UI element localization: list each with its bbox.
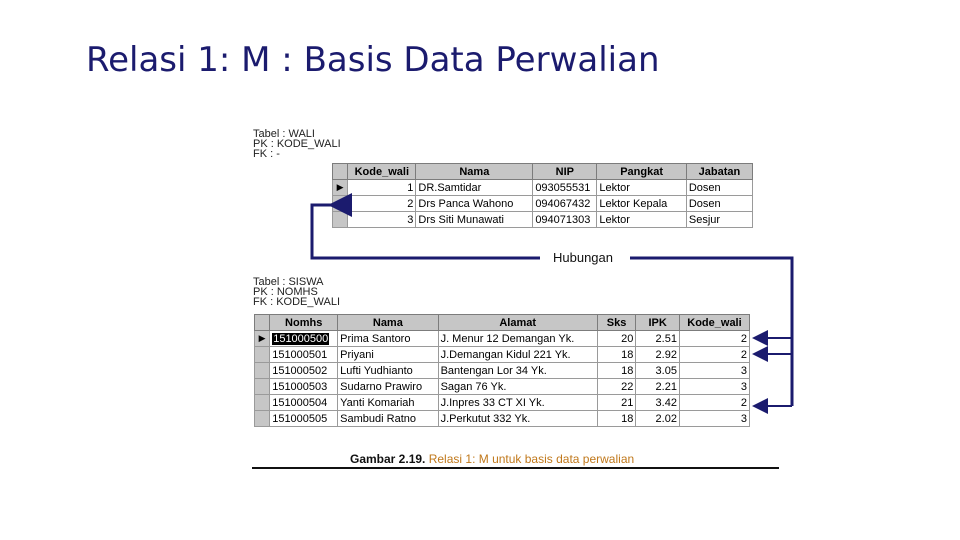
wali-col-nama[interactable]: Nama xyxy=(416,164,533,180)
caption-underline xyxy=(252,467,779,469)
cell[interactable]: Sudarno Prawiro xyxy=(338,379,438,395)
row-selector[interactable] xyxy=(255,363,270,379)
cell[interactable]: 094071303 xyxy=(533,212,597,228)
cell[interactable]: J.Demangan Kidul 221 Yk. xyxy=(438,347,597,363)
cell[interactable]: Dosen xyxy=(686,180,752,196)
cell[interactable]: Yanti Komariah xyxy=(338,395,438,411)
cell[interactable]: 151000501 xyxy=(270,347,338,363)
cell[interactable]: 3 xyxy=(679,411,749,427)
cell[interactable]: Bantengan Lor 34 Yk. xyxy=(438,363,597,379)
cell[interactable]: 151000504 xyxy=(270,395,338,411)
cell[interactable]: 2 xyxy=(679,331,749,347)
cell[interactable]: J.Perkutut 332 Yk. xyxy=(438,411,597,427)
cell[interactable]: 18 xyxy=(597,411,636,427)
figure-caption xyxy=(350,452,634,466)
siswa-col-sks[interactable]: Sks xyxy=(597,315,636,331)
table-row[interactable] xyxy=(255,363,750,379)
cell[interactable]: 151000503 xyxy=(270,379,338,395)
wali-col-kode[interactable]: Kode_wali xyxy=(348,164,416,180)
cell[interactable]: Sagan 76 Yk. xyxy=(438,379,597,395)
cell[interactable]: 2 xyxy=(679,395,749,411)
cell[interactable]: 3 xyxy=(679,379,749,395)
cell[interactable]: 2.92 xyxy=(636,347,680,363)
hubungan-label: Hubungan xyxy=(553,250,613,265)
siswa-fk: FK : KODE_WALI xyxy=(253,296,341,308)
slide-title: Relasi 1: M : Basis Data Perwalian xyxy=(86,40,660,80)
cell[interactable]: Dosen xyxy=(686,196,752,212)
caption-text: Relasi 1: M untuk basis data perwalian xyxy=(428,452,635,466)
cell[interactable]: 2.02 xyxy=(636,411,680,427)
cell[interactable]: 3.42 xyxy=(636,395,680,411)
row-selector[interactable] xyxy=(255,395,270,411)
cell[interactable]: Sesjur xyxy=(686,212,752,228)
row-pointer-icon[interactable]: ▶ xyxy=(255,331,270,347)
row-selector[interactable] xyxy=(255,411,270,427)
cell[interactable]: 2.21 xyxy=(636,379,680,395)
cell[interactable]: 094067432 xyxy=(533,196,597,212)
cell[interactable]: Drs Siti Munawati xyxy=(416,212,533,228)
cell[interactable]: Lufti Yudhianto xyxy=(338,363,438,379)
siswa-col-nomhs[interactable]: Nomhs xyxy=(270,315,338,331)
cell[interactable]: J. Menur 12 Demangan Yk. xyxy=(438,331,597,347)
table-row[interactable] xyxy=(255,395,750,411)
cell[interactable]: 151000502 xyxy=(270,363,338,379)
cell[interactable]: 2.51 xyxy=(636,331,680,347)
connector-line-from-wali xyxy=(312,205,540,258)
wali-pk: PK : KODE_WALI xyxy=(253,138,341,150)
cell[interactable]: 18 xyxy=(597,363,636,379)
siswa-col-alamat[interactable]: Alamat xyxy=(438,315,597,331)
row-selector[interactable] xyxy=(255,347,270,363)
cell[interactable]: Sambudi Ratno xyxy=(338,411,438,427)
cell[interactable]: 3 xyxy=(679,363,749,379)
cell[interactable]: 3 xyxy=(348,212,416,228)
cell[interactable]: DR.Samtidar xyxy=(416,180,533,196)
siswa-col-nama[interactable]: Nama xyxy=(338,315,438,331)
table-row[interactable] xyxy=(255,347,750,363)
cell[interactable]: J.Inpres 33 CT XI Yk. xyxy=(438,395,597,411)
cell[interactable]: 151000505 xyxy=(270,411,338,427)
wali-table-name: Tabel : WALI xyxy=(253,128,315,140)
cell[interactable]: 3.05 xyxy=(636,363,680,379)
cell[interactable]: Prima Santoro xyxy=(338,331,438,347)
table-row[interactable] xyxy=(255,411,750,427)
cell[interactable]: 2 xyxy=(348,196,416,212)
cell[interactable]: Drs Panca Wahono xyxy=(416,196,533,212)
cell[interactable]: Priyani xyxy=(338,347,438,363)
wali-fk: FK : - xyxy=(253,148,280,160)
row-selector-header xyxy=(255,315,270,331)
wali-col-pangkat[interactable]: Pangkat xyxy=(597,164,686,180)
table-row[interactable] xyxy=(255,331,750,347)
cell[interactable]: Lektor xyxy=(597,212,686,228)
cell[interactable]: 20 xyxy=(597,331,636,347)
siswa-col-ipk[interactable]: IPK xyxy=(636,315,680,331)
wali-col-jabatan[interactable]: Jabatan xyxy=(686,164,752,180)
cell[interactable]: Lektor xyxy=(597,180,686,196)
cell[interactable] xyxy=(270,331,338,347)
siswa-pk: PK : NOMHS xyxy=(253,286,318,298)
siswa-table-name: Tabel : SISWA xyxy=(253,276,324,288)
cell[interactable]: 2 xyxy=(679,347,749,363)
cell[interactable]: 1 xyxy=(348,180,416,196)
cell[interactable]: 21 xyxy=(597,395,636,411)
row-pointer-icon[interactable]: ▶ xyxy=(333,180,348,196)
row-selector[interactable] xyxy=(255,379,270,395)
siswa-col-kode-wali[interactable]: Kode_wali xyxy=(679,315,749,331)
wali-col-nip[interactable]: NIP xyxy=(533,164,597,180)
siswa-meta xyxy=(253,277,340,307)
siswa-header-row xyxy=(255,315,750,331)
cell[interactable]: Lektor Kepala xyxy=(597,196,686,212)
siswa-table xyxy=(254,314,750,427)
caption-label: Gambar 2.19. xyxy=(350,452,426,466)
cell[interactable]: 22 xyxy=(597,379,636,395)
cell[interactable]: 093055531 xyxy=(533,180,597,196)
cell[interactable]: 18 xyxy=(597,347,636,363)
table-row[interactable] xyxy=(255,379,750,395)
selected-cell-value[interactable]: 151000500 xyxy=(273,332,329,345)
